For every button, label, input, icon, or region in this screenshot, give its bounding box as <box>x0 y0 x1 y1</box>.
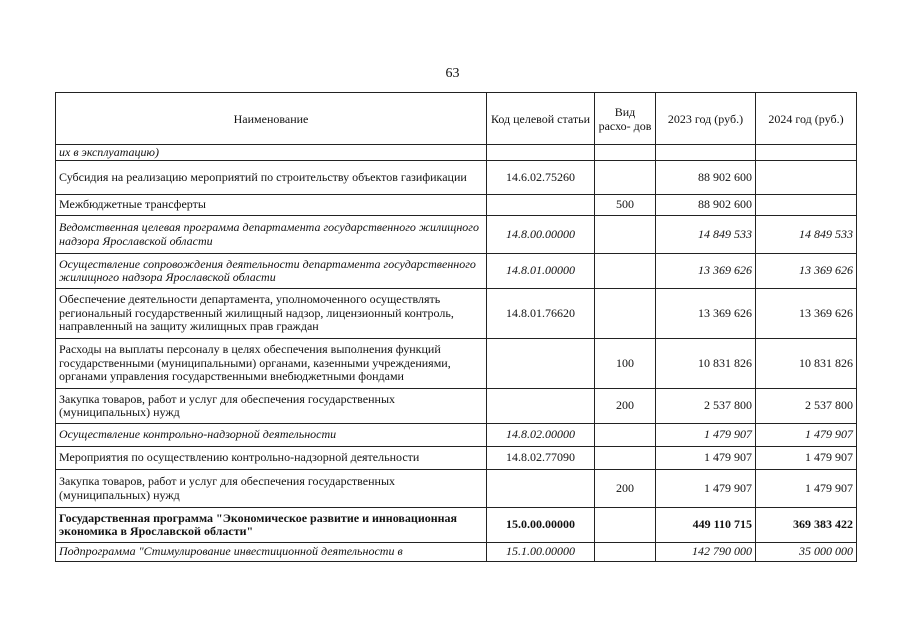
row-code <box>487 470 595 508</box>
row-type <box>595 543 656 562</box>
row-type <box>595 216 656 254</box>
row-2024 <box>756 161 857 195</box>
table-row <box>56 447 857 470</box>
row-2023: 1 479 907 <box>656 470 756 508</box>
row-2023: 1 479 907 <box>656 447 756 470</box>
row-code: 14.8.02.00000 <box>487 424 595 447</box>
row-2024 <box>756 195 857 216</box>
row-2024: 14 849 533 <box>756 216 857 254</box>
row-name: Расходы на выплаты персоналу в целях обеспечения выполнения функций государственными (муниципальными) органами, казенными учреждениями, органами управления государственными внебюджетными фондами <box>56 339 487 389</box>
row-type <box>595 508 656 543</box>
row-name: Осуществление контрольно-надзорной деятельности <box>56 424 487 447</box>
row-code <box>487 145 595 161</box>
row-2024: 2 537 800 <box>756 389 857 424</box>
row-code: 14.8.00.00000 <box>487 216 595 254</box>
header-type: Вид расхо- дов <box>595 93 656 145</box>
table-row <box>56 470 857 508</box>
row-name: Обеспечение деятельности департамента, уполномоченного осуществлять региональный государственный жилищный надзор, лицензионный контроль, направленный на защиту жилищных прав граждан <box>56 289 487 339</box>
row-name: Мероприятия по осуществлению контрольно-надзорной деятельности <box>56 447 487 470</box>
page-number: 63 <box>445 66 460 81</box>
budget-table <box>55 92 857 562</box>
row-2024: 10 831 826 <box>756 339 857 389</box>
table-row <box>56 543 857 562</box>
row-type: 500 <box>595 195 656 216</box>
table-row <box>56 289 857 339</box>
row-code: 14.8.01.00000 <box>487 254 595 289</box>
row-2023: 14 849 533 <box>656 216 756 254</box>
row-2023: 2 537 800 <box>656 389 756 424</box>
table-row <box>56 145 857 161</box>
row-2023: 88 902 600 <box>656 195 756 216</box>
row-name: Закупка товаров, работ и услуг для обеспечения государственных (муниципальных) нужд <box>56 389 487 424</box>
row-type: 200 <box>595 389 656 424</box>
row-2024: 13 369 626 <box>756 254 857 289</box>
header-2024: 2024 год (руб.) <box>756 93 857 145</box>
table-row <box>56 195 857 216</box>
row-2024: 1 479 907 <box>756 447 857 470</box>
header-name: Наименование <box>56 93 487 145</box>
row-code <box>487 389 595 424</box>
row-name: их в эксплуатацию) <box>56 145 487 161</box>
row-2024: 35 000 000 <box>756 543 857 562</box>
row-2023: 142 790 000 <box>656 543 756 562</box>
table-header-row <box>56 93 857 145</box>
row-2023: 13 369 626 <box>656 254 756 289</box>
row-code <box>487 195 595 216</box>
table-row <box>56 216 857 254</box>
header-code: Код целевой статьи <box>487 93 595 145</box>
row-code: 14.6.02.75260 <box>487 161 595 195</box>
row-type <box>595 254 656 289</box>
row-name: Субсидия на реализацию мероприятий по строительству объектов газификации <box>56 161 487 195</box>
table-row <box>56 389 857 424</box>
row-2024: 1 479 907 <box>756 424 857 447</box>
row-name: Осуществление сопровождения деятельности департамента государственного жилищного надзора Ярославской области <box>56 254 487 289</box>
row-code: 14.8.01.76620 <box>487 289 595 339</box>
row-2023: 10 831 826 <box>656 339 756 389</box>
row-type <box>595 424 656 447</box>
header-2023: 2023 год (руб.) <box>656 93 756 145</box>
row-2023 <box>656 145 756 161</box>
row-type <box>595 447 656 470</box>
row-type: 200 <box>595 470 656 508</box>
row-type <box>595 289 656 339</box>
row-2024: 1 479 907 <box>756 470 857 508</box>
table-row <box>56 424 857 447</box>
row-2024: 13 369 626 <box>756 289 857 339</box>
row-code: 15.0.00.00000 <box>487 508 595 543</box>
table-row <box>56 508 857 543</box>
row-2023: 13 369 626 <box>656 289 756 339</box>
row-type: 100 <box>595 339 656 389</box>
row-type <box>595 161 656 195</box>
row-2024: 369 383 422 <box>756 508 857 543</box>
row-2023: 1 479 907 <box>656 424 756 447</box>
row-2024 <box>756 145 857 161</box>
table-row <box>56 254 857 289</box>
row-name: Межбюджетные трансферты <box>56 195 487 216</box>
row-code: 14.8.02.77090 <box>487 447 595 470</box>
row-name: Государственная программа "Экономическое развитие и инновационная экономика в Ярославской области" <box>56 508 487 543</box>
table-row <box>56 161 857 195</box>
row-type <box>595 145 656 161</box>
row-name: Закупка товаров, работ и услуг для обеспечения государственных (муниципальных) нужд <box>56 470 487 508</box>
table-row <box>56 339 857 389</box>
row-2023: 449 110 715 <box>656 508 756 543</box>
row-code <box>487 339 595 389</box>
row-code: 15.1.00.00000 <box>487 543 595 562</box>
row-2023: 88 902 600 <box>656 161 756 195</box>
row-name: Подпрограмма "Стимулирование инвестиционной деятельности в <box>56 543 487 562</box>
row-name: Ведомственная целевая программа департамента государственного жилищного надзора Ярославской области <box>56 216 487 254</box>
